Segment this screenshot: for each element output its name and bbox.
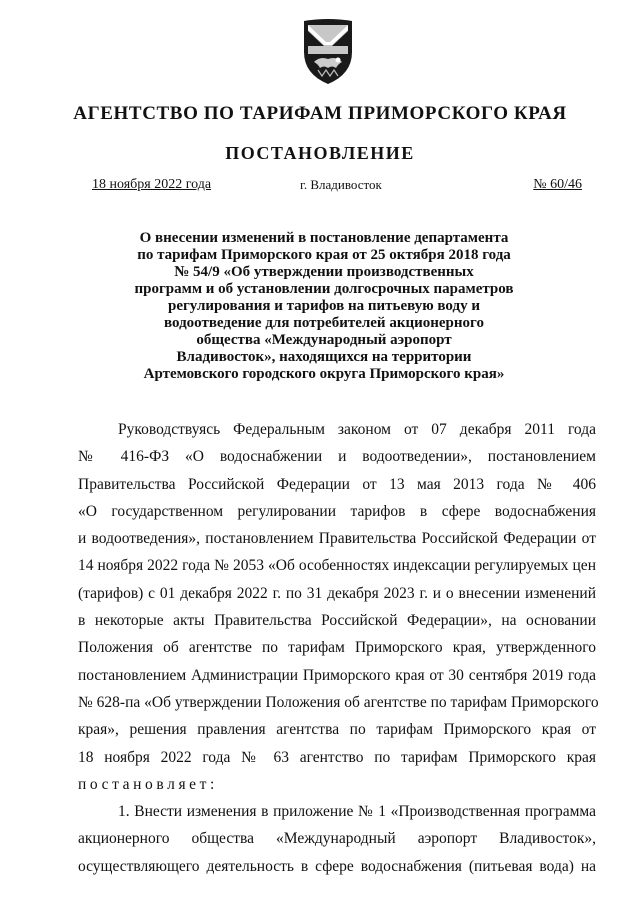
document-date: 18 ноября 2022 года <box>92 177 212 192</box>
subject-line: водоотведение для потребителей акционерного <box>164 315 484 331</box>
document-number: № 60/46 <box>533 177 582 192</box>
body-line: края», решения правления агентства по тарифам Приморского края от <box>78 721 596 739</box>
body-line: в некоторые акты Правительства Российской Федерации», на основании <box>78 612 596 630</box>
body-line-resolves: постановляет: <box>78 775 218 793</box>
subject-line: О внесении изменений в постановление департамента <box>139 230 509 246</box>
subject-line: общества «Международный аэропорт <box>196 332 452 348</box>
body-line: «О государственном регулировании тарифов в сфере водоснабжения <box>78 502 596 520</box>
body-line: постановлением Администрации Приморского края от 30 сентября 2019 года <box>78 666 596 684</box>
body-line: 18 ноября 2022 года № 63 агентство по тарифам Приморского края <box>78 748 596 766</box>
agency-title: АГЕНТСТВО ПО ТАРИФАМ ПРИМОРСКОГО КРАЯ <box>73 103 567 124</box>
body-line: (тарифов) с 01 декабря 2022 г. по 31 декабря 2023 г. и о внесении изменений <box>78 584 596 602</box>
body-line: 14 ноября 2022 года № 2053 «Об особенностях индексации регулируемых цен <box>78 557 596 575</box>
body-line: № 416-ФЗ «О водоснабжении и водоотведении», постановлением <box>78 448 596 466</box>
document-type: ПОСТАНОВЛЕНИЕ <box>225 143 415 163</box>
subject-line: № 54/9 «Об утверждении производственных <box>174 264 474 280</box>
body-line: осуществляющего деятельность в сфере водоснабжения (питьевая вода) на <box>78 857 596 875</box>
document-subject <box>130 230 518 383</box>
document-city: г. Владивосток <box>300 177 382 192</box>
coat-of-arms-icon <box>302 18 354 86</box>
body-line: Положения об агентстве по тарифам Приморского края, утвержденного <box>78 639 596 657</box>
document-meta <box>92 177 582 197</box>
subject-line: Владивосток», находящихся на территории <box>176 349 472 365</box>
body-line: № 628-па «Об утверждении Положения об агентстве по тарифам Приморского <box>78 693 599 711</box>
body-line: Правительства Российской Федерации от 13 мая 2013 года № 406 <box>78 475 596 493</box>
body-line: Руководствуясь Федеральным законом от 07 декабря 2011 года <box>118 421 596 438</box>
subject-line: Артемовского городского округа Приморского края» <box>143 366 505 382</box>
body-line: 1. Внести изменения в приложение № 1 «Производственная программа <box>118 803 596 821</box>
body-line: акционерного общества «Международный аэропорт Владивосток», <box>78 830 596 848</box>
subject-line: программ и об установлении долгосрочных параметров <box>134 281 514 297</box>
body-line: и водоотведения», постановлением Правительства Российской Федерации от <box>78 530 596 548</box>
subject-line: по тарифам Приморского края от 25 октября 2018 года <box>137 247 511 263</box>
subject-line: регулирования и тарифов на питьевую воду и <box>168 298 480 314</box>
document-body <box>78 416 599 880</box>
